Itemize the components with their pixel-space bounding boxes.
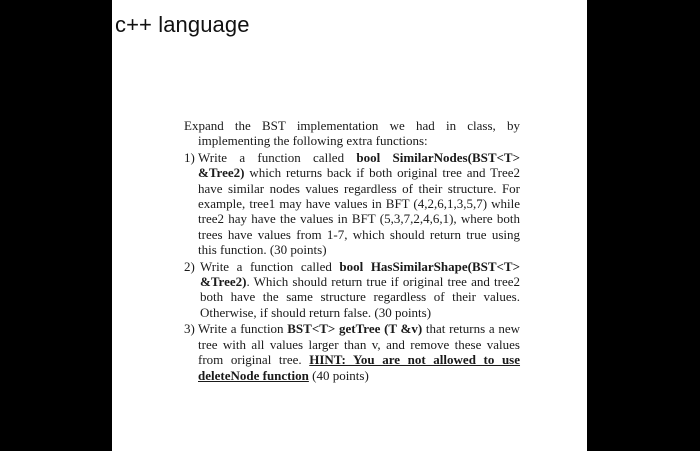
item-body: [198, 150, 520, 258]
question-item-3: [184, 321, 520, 383]
item-number: 1): [184, 149, 195, 165]
item-body: [200, 259, 520, 321]
question-item-2: [184, 259, 520, 321]
item-number: 2): [184, 258, 195, 274]
question-intro: Expand the BST implementation we had in class, by implementing the following extra functions:: [184, 118, 520, 149]
item-text: Write a function: [198, 321, 288, 337]
item-text: . Which should return true if original tree and tree2 both have the same structure regardless of their values. Otherwise, if should return false. (30 points): [200, 274, 520, 320]
page-title: c++ language: [115, 12, 250, 37]
question-block: [184, 118, 520, 384]
item-text: (40 points): [308, 367, 369, 383]
function-signature: bool HasSimilarShape(BST<T> &Tree2): [200, 258, 520, 290]
item-text: which returns back if both original tree and Tree2 have similar nodes values regardless of their structure. For example, tree1 may have values in BFT (4,2,6,1,3,5,7) while tree2 hay have the values in BFT (5,3,7,2,4,6,1), where both trees have values from 1-7, which should return true using this function. (30 points): [198, 165, 520, 258]
document-page: [112, 0, 587, 451]
function-signature: bool SimilarNodes(BST<T> &Tree2): [198, 149, 521, 181]
hint-text: HINT: You are not allowed to use deleteNode function: [198, 352, 521, 383]
item-number: 3): [184, 321, 195, 337]
question-item-1: [184, 150, 520, 258]
item-text: Write a function called: [200, 258, 340, 274]
function-signature: BST<T> getTree (T &v): [287, 321, 423, 337]
item-body: [198, 321, 520, 383]
item-text: Write a function called: [198, 149, 357, 165]
item-text: that returns a new tree with all values larger than v, and remove these values from original tree.: [198, 321, 520, 368]
